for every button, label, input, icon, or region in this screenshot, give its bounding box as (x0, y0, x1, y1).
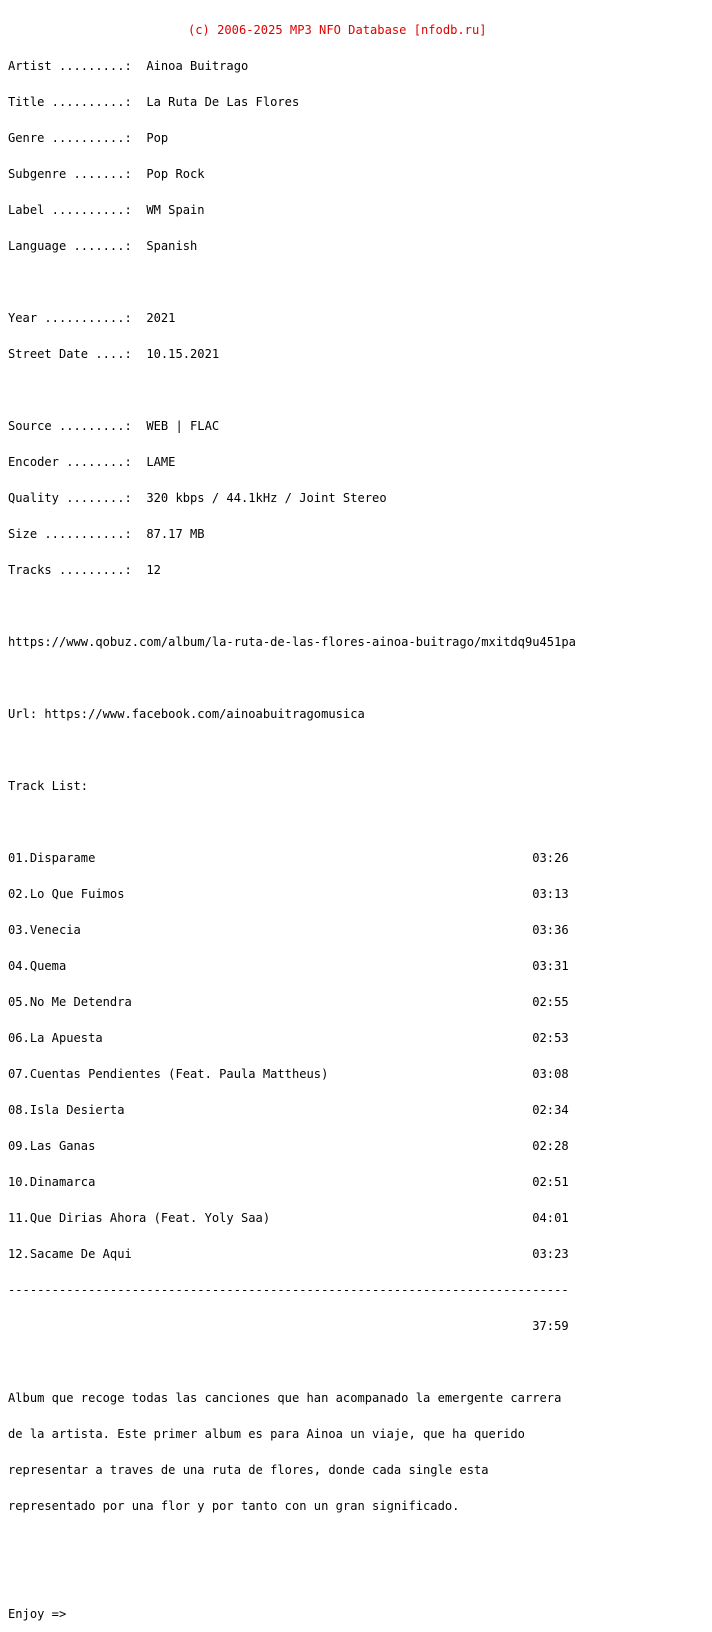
nfo-line-tracks: Tracks .........: 12 (8, 563, 161, 577)
total-duration: 37:59 (8, 1319, 569, 1333)
album-description: representar a traves de una ruta de flores, donde cada single esta (8, 1463, 489, 1477)
track-row: 06.La Apuesta 02:53 (8, 1031, 569, 1045)
nfo-blank-line (8, 1356, 576, 1368)
nfo-line-source: Source .........: WEB | FLAC (8, 419, 220, 433)
track-row: 08.Isla Desierta 02:34 (8, 1103, 569, 1117)
nfo-document (8, 0, 576, 1632)
nfo-line-street-date: Street Date ....: 10.15.2021 (8, 347, 220, 361)
nfo-line-encoder: Encoder ........: LAME (8, 455, 176, 469)
track-row: 02.Lo Que Fuimos 03:13 (8, 887, 569, 901)
nfo-line-genre: Genre ..........: Pop (8, 131, 169, 145)
track-row: 04.Quema 03:31 (8, 959, 569, 973)
track-list-heading: Track List: (8, 779, 89, 793)
nfo-banner: (c) 2006-2025 MP3 NFO Database [nfodb.ru] (188, 23, 487, 37)
album-description: de la artista. Este primer album es para Ainoa un viaje, que ha querido (8, 1427, 525, 1441)
nfo-line-artist: Artist .........: Ainoa Buitrago (8, 59, 249, 73)
nfo-blank-line (8, 1572, 576, 1584)
nfo-facebook-url: Url: https://www.facebook.com/ainoabuitragomusica (8, 707, 365, 721)
nfo-blank-line (8, 384, 576, 396)
nfo-line-size: Size ...........: 87.17 MB (8, 527, 205, 541)
enjoy-line: Enjoy => (8, 1607, 67, 1621)
track-row: 03.Venecia 03:36 (8, 923, 569, 937)
nfo-qobuz-url: https://www.qobuz.com/album/la-ruta-de-las-flores-ainoa-buitrago/mxitdq9u451pa (8, 635, 576, 649)
nfo-line-quality: Quality ........: 320 kbps / 44.1kHz / Joint Stereo (8, 491, 387, 505)
track-row: 11.Que Dirias Ahora (Feat. Yoly Saa) 04:01 (8, 1211, 569, 1225)
nfo-blank-line (8, 816, 576, 828)
nfo-blank-line (8, 1536, 576, 1548)
album-description: Album que recoge todas las canciones que han acompanado la emergente carrera (8, 1391, 562, 1405)
nfo-line-year: Year ...........: 2021 (8, 311, 176, 325)
track-row: 07.Cuentas Pendientes (Feat. Paula Mattheus) 03:08 (8, 1067, 569, 1081)
track-row: 12.Sacame De Aqui 03:23 (8, 1247, 569, 1261)
nfo-blank-line (8, 744, 576, 756)
nfo-line-subgenre: Subgenre .......: Pop Rock (8, 167, 205, 181)
track-row: 05.No Me Detendra 02:55 (8, 995, 569, 1009)
track-list-divider: ----------------------------------------------------------------------------- (8, 1283, 569, 1297)
nfo-blank-line (8, 672, 576, 684)
track-row: 01.Disparame 03:26 (8, 851, 569, 865)
album-description: representado por una flor y por tanto con un gran significado. (8, 1499, 460, 1513)
track-row: 10.Dinamarca 02:51 (8, 1175, 569, 1189)
nfo-line-language: Language .......: Spanish (8, 239, 198, 253)
nfo-blank-line (8, 276, 576, 288)
nfo-line-label: Label ..........: WM Spain (8, 203, 205, 217)
nfo-blank-line (8, 600, 576, 612)
nfo-line-title: Title ..........: La Ruta De Las Flores (8, 95, 300, 109)
track-row: 09.Las Ganas 02:28 (8, 1139, 569, 1153)
